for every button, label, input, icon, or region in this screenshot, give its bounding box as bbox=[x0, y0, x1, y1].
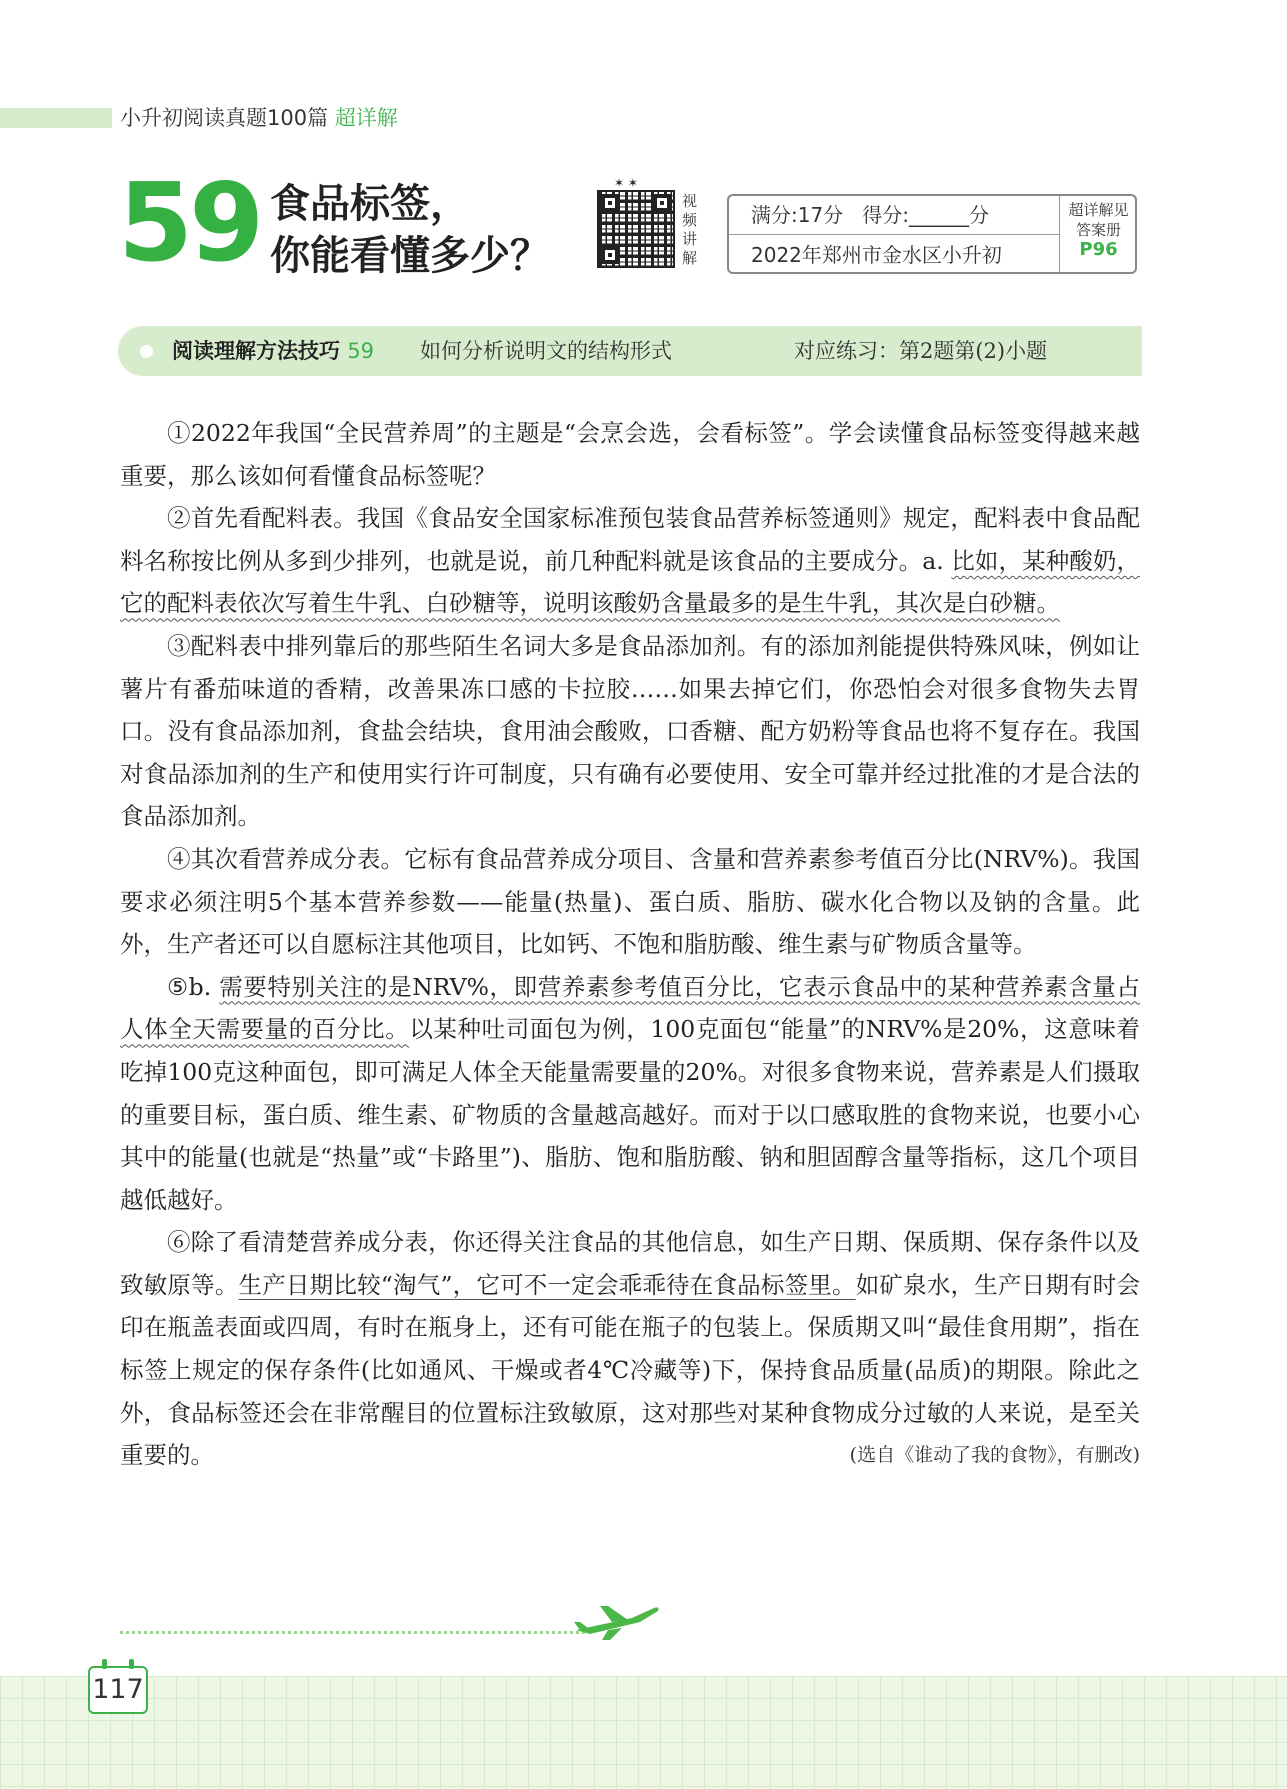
paragraph-6-text-2: 如矿泉水，生产日期有时会印在瓶盖表面或四周，有时在瓶身上，还有可能在瓶子的包装上。保质期又叫“最佳食用期”，指在标签上规定的保存条件(比如通风、干燥或者4℃冷藏等)下，保持食品质量(品质)的期限。除此之外，食品标签还会在非常醒目的位置标注致敏原，这对那些对某种食物成分过敏的人来说，是至关重要的。 bbox=[120, 1270, 1141, 1470]
article-source: (选自《谁动了我的食物》，有删改) bbox=[849, 1444, 1140, 1467]
lesson-number: 59 bbox=[118, 161, 261, 286]
paragraph-4: ④其次看营养成分表。它标有食品营养成分项目、含量和营养素参考值百分比(NRV%)。我国要求必须注明5个基本营养参数——能量(热量)、蛋白质、脂肪、碳水化合物以及钠的含量。此外，生产者还可以自愿标注其他项目，比如钙、不饱和脂肪酸、维生素与矿物质含量等。 bbox=[120, 844, 1140, 959]
paragraph-6 bbox=[120, 1221, 1140, 1477]
marked-sentence-b: 需要特别关注的是NRV%，即营养素参考值百分比，它表示食品中的某种营养素含量占人体全天需要量的百分比。 bbox=[120, 972, 1140, 1044]
paragraph-3: ③配料表中排列靠后的那些陌生名词大多是食品添加剂。有的添加剂能提供特殊风味，例如让薯片有番茄味道的香精，改善果冻口感的卡拉胶……如果去掉它们，你恐怕会对很多食物失去胃口。没有食品添加剂，食盐会结块，食用油会酸败，口香糖、配方奶粉等食品也将不复存在。我国对食品添加剂的生产和使用实行许可制度，只有确有必要使用、安全可靠并经过批准的才是合法的食品添加剂。 bbox=[120, 631, 1140, 831]
marked-sentence-a: 比如，某种酸奶，它的配料表依次写着生牛乳、白砂糖等，说明该酸奶含量最多的是生牛乳，其次是白砂糖。 bbox=[120, 546, 1141, 618]
airplane-icon bbox=[572, 1600, 662, 1640]
header-strip bbox=[0, 108, 112, 128]
skill-label bbox=[172, 326, 374, 376]
book-header bbox=[120, 102, 398, 132]
answer-note-line1: 超详解见 bbox=[1068, 201, 1129, 219]
skill-practice: 对应练习：第2题第(2)小题 bbox=[794, 339, 1048, 363]
full-score: 满分:17分 bbox=[751, 203, 844, 227]
skill-topic: 如何分析说明文的结构形式 bbox=[420, 339, 672, 363]
skill-bar bbox=[118, 326, 1142, 376]
paragraph-6-text-1: ⑥除了看清楚营养成分表，你还得关注食品的其他信息，如生产日期、保质期、保存条件以及致敏原等。 bbox=[120, 1228, 1140, 1299]
lesson-title-line2: 你能看懂多少？ bbox=[270, 233, 550, 279]
qr-code-icon[interactable] bbox=[597, 190, 675, 268]
score-field: 得分:______分 bbox=[862, 203, 990, 227]
lesson-title-line1: 食品标签， bbox=[270, 181, 470, 227]
lesson-title bbox=[270, 178, 550, 282]
answer-note bbox=[1059, 196, 1137, 272]
source-exam: 2022年郑州市金水区小升初 bbox=[751, 243, 1002, 267]
score-box bbox=[727, 194, 1137, 274]
paragraph-1: ①2022年我国“全民营养周”的主题是“会烹会选，会看标签”。学会读懂食品标签变得越来越重要，那么该如何看懂食品标签呢？ bbox=[120, 419, 1140, 490]
score-row bbox=[729, 196, 1059, 235]
qr-finder-icon bbox=[653, 194, 671, 212]
paragraph-5-label: ⑤b. bbox=[167, 972, 220, 1001]
answer-note-line2: 答案册 bbox=[1075, 221, 1121, 239]
divider bbox=[120, 1631, 585, 1634]
book-title: 小升初阅读真题100篇 bbox=[120, 106, 329, 130]
qr-video-label: 视频讲解 bbox=[682, 192, 698, 267]
paragraph-5-text: 以某种吐司面包为例，100克面包“能量”的NRV%是20%，这意味着吃掉100克这种面包，即可满足人体全天能量需要量的20%。对很多食物来说，营养素是人们摄取的重要目标，蛋白质、维生素、矿物质的含量越高越好。而对于以口感取胜的食物来说，也要小心其中的能量(也就是“热量”或“卡路里”)、脂肪、饱和脂肪酸、钠和胆固醇含量等指标，这几个项目越低越好。 bbox=[120, 1015, 1140, 1214]
book-subtitle: 超详解 bbox=[334, 106, 398, 130]
skill-number: 59 bbox=[347, 339, 375, 363]
skill-label-text: 阅读理解方法技巧 bbox=[172, 339, 340, 363]
underlined-sentence: 生产日期比较“淘气”，它可不一定会乖乖待在食品标签里。 bbox=[238, 1270, 856, 1299]
paragraph-5 bbox=[120, 966, 1140, 1222]
answer-page: P96 bbox=[1079, 239, 1118, 260]
paragraph-2-text: ②首先看配料表。我国《食品安全国家标准预包装食品营养标签通则》规定，配料表中食品配料名称按比例从多到少排列，也就是说，前几种配料就是该食品的主要成分。a. bbox=[120, 504, 1140, 575]
article-body bbox=[120, 412, 1140, 1477]
qr-finder-icon bbox=[601, 246, 619, 264]
bullet-icon bbox=[140, 345, 153, 358]
qr-finder-icon bbox=[601, 194, 619, 212]
page-number: 117 bbox=[88, 1666, 148, 1714]
footer-grid bbox=[0, 1676, 1287, 1789]
paragraph-2 bbox=[120, 497, 1140, 625]
qr-antenna-icon: ✶ ✶ bbox=[614, 176, 638, 190]
